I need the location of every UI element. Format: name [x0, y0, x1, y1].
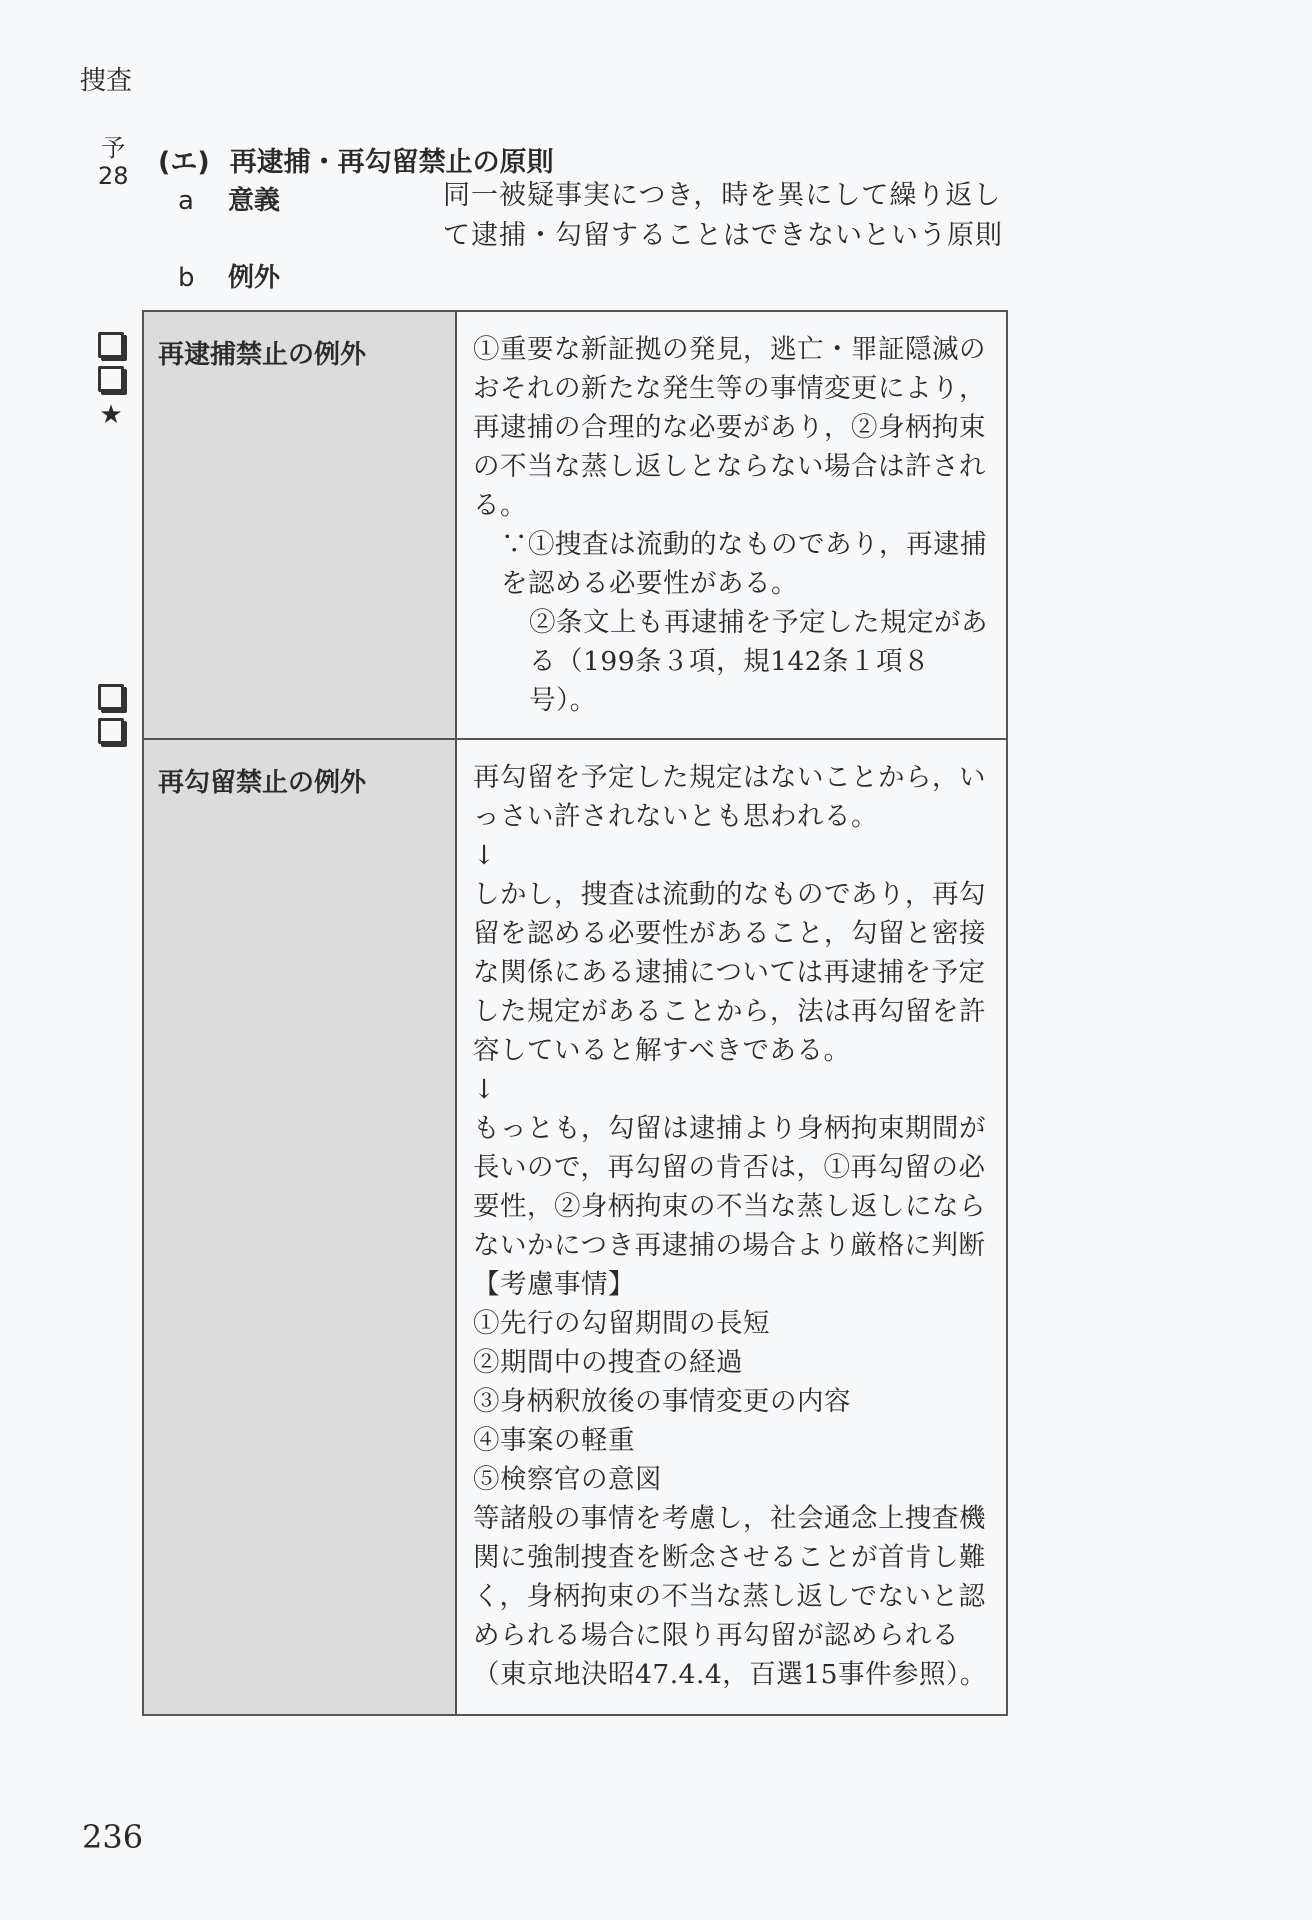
section-title	[158, 140, 554, 179]
row-label: 再逮捕禁止の例外	[143, 311, 456, 739]
subsection-b	[178, 257, 280, 294]
body-line: 再勾留を予定した規定はないことから，いっさい許されないとも思われる。	[473, 762, 986, 832]
arrow-down: ↓	[473, 840, 496, 871]
body-line: しかし，捜査は流動的なものであり，再勾留を認める必要性があること，勾留と密接な関係にある逮捕については再逮捕を予定した規定があることから，法は再勾留を許容していると解すべきである。	[473, 879, 986, 1066]
arrow-down: ↓	[473, 1074, 496, 1105]
exam-mark-top: 予	[101, 134, 126, 162]
checkbox-icon[interactable]	[98, 684, 124, 710]
star-icon: ★	[99, 400, 123, 430]
table-row	[143, 739, 1007, 1715]
exceptions-table	[142, 310, 1008, 1716]
exam-year-mark	[98, 134, 129, 190]
definition-text: 同一被疑事実につき，時を異にして繰り返して逮捕・勾留することはできないという原則	[443, 180, 1003, 251]
subsection-a	[178, 180, 280, 217]
row-body	[456, 311, 1007, 739]
page-number: 236	[82, 1818, 144, 1856]
factor-item: ①先行の勾留期間の長短	[473, 1308, 770, 1339]
subsection-a-letter: a	[178, 186, 194, 216]
running-header: 捜査	[80, 66, 133, 96]
row-body	[456, 739, 1007, 1715]
factor-item: ②期間中の捜査の経過	[473, 1347, 743, 1378]
factors-heading: 【考慮事情】	[473, 1269, 635, 1300]
exam-mark-bottom: 28	[98, 162, 129, 190]
factor-item: ⑤検察官の意図	[473, 1464, 662, 1495]
subsection-a-title: 意義	[228, 186, 281, 216]
factor-item: ④事案の軽重	[473, 1425, 635, 1456]
body-line: ∵①捜査は流動的なものであり，再逮捕を認める必要性がある。	[501, 529, 987, 599]
row1-checkmarks	[98, 326, 124, 430]
section-label: (エ)	[158, 147, 210, 178]
body-line: ①重要な新証拠の発見，逃亡・罪証隠滅のおそれの新たな発生等の事情変更により，再逮捕の合理的な必要があり，②身柄拘束の不当な蒸し返しとならない場合は許される。	[473, 334, 986, 521]
row2-checkmarks	[98, 678, 124, 752]
checkbox-icon[interactable]	[98, 366, 124, 392]
subsection-b-title: 例外	[228, 263, 281, 293]
body-line: もっとも，勾留は逮捕より身柄拘束期間が長いので，再勾留の肯否は，①再勾留の必要性，②身柄拘束の不当な蒸し返しにならないかにつき再逮捕の場合より厳格に判断	[473, 1113, 986, 1261]
section-title-text: 再逮捕・再勾留禁止の原則	[229, 147, 554, 178]
factor-item: ③身柄釈放後の事情変更の内容	[473, 1386, 851, 1417]
subsection-b-letter: b	[178, 263, 195, 293]
checkbox-icon[interactable]	[98, 718, 124, 744]
row-label: 再勾留禁止の例外	[143, 739, 456, 1715]
checkbox-icon[interactable]	[98, 332, 124, 358]
body-line: 等諸般の事情を考慮し，社会通念上捜査機関に強制捜査を断念させることが首肯し難く，身柄拘束の不当な蒸し返しでないと認められる場合に限り再勾留が認められる（東京地決昭47.4.4，百選15事件参照）。	[473, 1503, 987, 1690]
body-line: ②条文上も再逮捕を予定した規定がある（199条３項，規142条１項８号）。	[529, 607, 988, 716]
table-row	[143, 311, 1007, 739]
